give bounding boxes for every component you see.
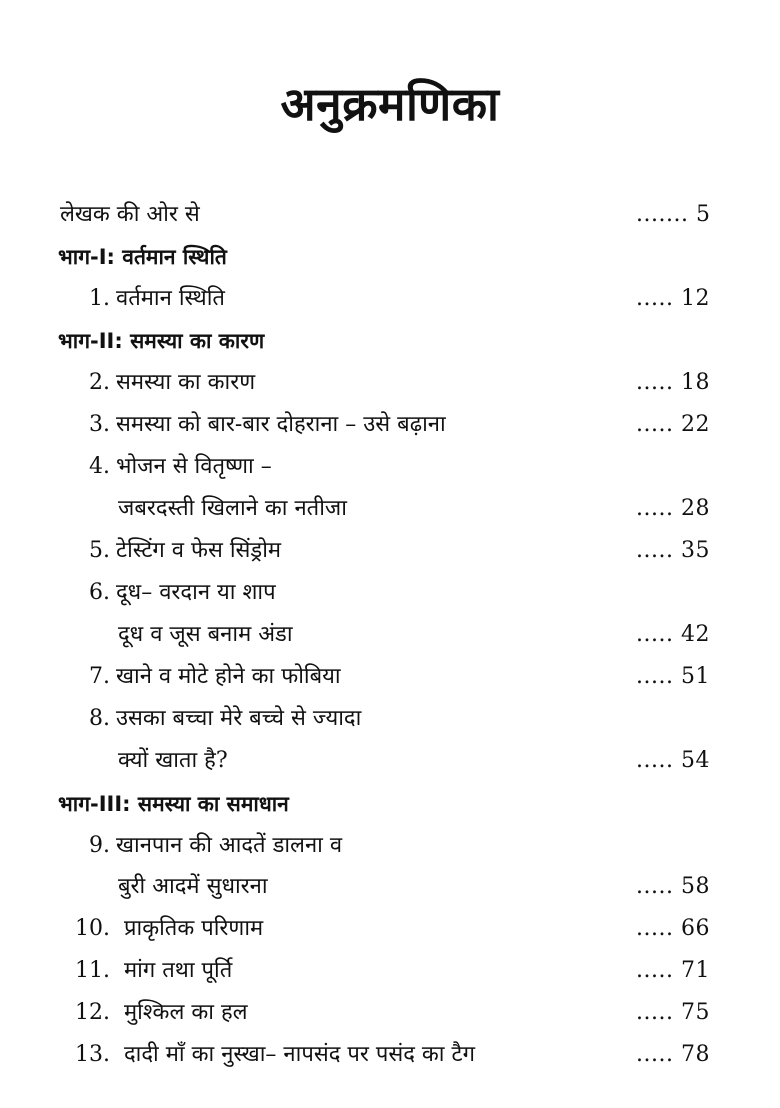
- entry-title: दादी माँ का नुस्खा– नापसंद पर पसंद का टैग: [124, 1042, 475, 1067]
- toc-entry-chapter-9: [0, 829, 780, 863]
- entry-page-number: ..... 78: [636, 1042, 710, 1067]
- chapter-number: 6.: [89, 580, 110, 605]
- toc-entry-chapter-2: [0, 366, 780, 400]
- chapter-number: 3.: [89, 412, 110, 437]
- toc-entry-chapter-10: [0, 912, 780, 946]
- entry-page-number: ..... 28: [636, 496, 710, 521]
- entry-title-line-2: क्यों खाता है?: [118, 748, 228, 773]
- entry-page-number: ....... 5: [636, 202, 711, 227]
- entry-page-number: ..... 12: [636, 286, 710, 311]
- entry-page-number: ..... 18: [636, 370, 710, 395]
- chapter-number: 13.: [75, 1042, 110, 1067]
- entry-title: लेखक की ओर से: [60, 202, 200, 227]
- entry-title: प्राकृतिक परिणाम: [124, 916, 264, 941]
- toc-entry-author-note: [0, 198, 780, 232]
- entry-title: खानपान की आदतें डालना व: [116, 833, 343, 858]
- part-title: भाग-II: समस्या का कारण: [58, 329, 265, 353]
- toc-entry-chapter-5: [0, 534, 780, 568]
- entry-page-number: ..... 58: [636, 874, 710, 899]
- entry-title: समस्या को बार-बार दोहराना – उसे बढ़ाना: [116, 412, 446, 437]
- entry-title-line-2: जबरदस्ती खिलाने का नतीजा: [118, 496, 347, 521]
- toc-part-heading-1: [0, 240, 780, 274]
- toc-part-heading-3: [0, 787, 780, 821]
- part-title: भाग-III: समस्या का समाधान: [58, 792, 289, 816]
- toc-entry-chapter-8: [0, 702, 780, 736]
- entry-page-number: ..... 51: [636, 664, 710, 689]
- entry-page-number: ..... 66: [636, 916, 710, 941]
- chapter-number: 12.: [75, 1000, 110, 1025]
- toc-entry-chapter-1: [0, 282, 780, 316]
- toc-entry-chapter-11: [0, 954, 780, 988]
- entry-title: टेस्टिंग व फेस सिंड्रोम: [116, 538, 282, 563]
- entry-title: उसका बच्चा मेरे बच्चे से ज्यादा: [116, 706, 362, 731]
- chapter-number: 5.: [89, 538, 110, 563]
- chapter-number: 7.: [89, 664, 110, 689]
- chapter-number: 10.: [75, 916, 110, 941]
- entry-title: समस्या का कारण: [116, 370, 256, 395]
- entry-title: खाने व मोटे होने का फोबिया: [116, 664, 341, 689]
- entry-title: मांग तथा पूर्ति: [124, 958, 233, 983]
- entry-page-number: ..... 22: [636, 412, 710, 437]
- toc-part-heading-2: [0, 324, 780, 358]
- chapter-number: 2.: [89, 370, 110, 395]
- toc-entry-chapter-6: [0, 576, 780, 610]
- chapter-number: 11.: [75, 958, 110, 983]
- entry-page-number: ..... 35: [636, 538, 710, 563]
- chapter-number: 1.: [89, 286, 110, 311]
- toc-entry-chapter-13: [0, 1038, 780, 1072]
- chapter-number: 4.: [89, 454, 110, 479]
- toc-entry-chapter-4-continued: [0, 492, 780, 526]
- toc-entry-chapter-7: [0, 660, 780, 694]
- toc-entry-chapter-3: [0, 408, 780, 442]
- entry-page-number: ..... 71: [636, 958, 710, 983]
- entry-title: भोजन से वितृष्णा –: [116, 454, 272, 479]
- entry-page-number: ..... 54: [636, 748, 710, 773]
- entry-title: वर्तमान स्थिति: [116, 286, 225, 311]
- toc-entry-chapter-9-continued: [0, 870, 780, 904]
- entry-title-line-2: दूध व जूस बनाम अंडा: [118, 622, 293, 647]
- toc-entry-chapter-6-continued: [0, 618, 780, 652]
- toc-entry-chapter-12: [0, 996, 780, 1030]
- entry-page-number: ..... 75: [636, 1000, 710, 1025]
- part-title: भाग-I: वर्तमान स्थिति: [58, 245, 227, 269]
- entry-page-number: ..... 42: [636, 622, 710, 647]
- entry-title: दूध– वरदान या शाप: [116, 580, 276, 605]
- page-title: अनुक्रमणिका: [280, 77, 500, 131]
- entry-title: मुश्किल का हल: [124, 1000, 248, 1025]
- chapter-number: 9.: [89, 833, 110, 858]
- toc-entry-chapter-8-continued: [0, 744, 780, 778]
- chapter-number: 8.: [89, 706, 110, 731]
- toc-entry-chapter-4: [0, 450, 780, 484]
- entry-title-line-2: बुरी आदमें सुधारना: [118, 874, 268, 899]
